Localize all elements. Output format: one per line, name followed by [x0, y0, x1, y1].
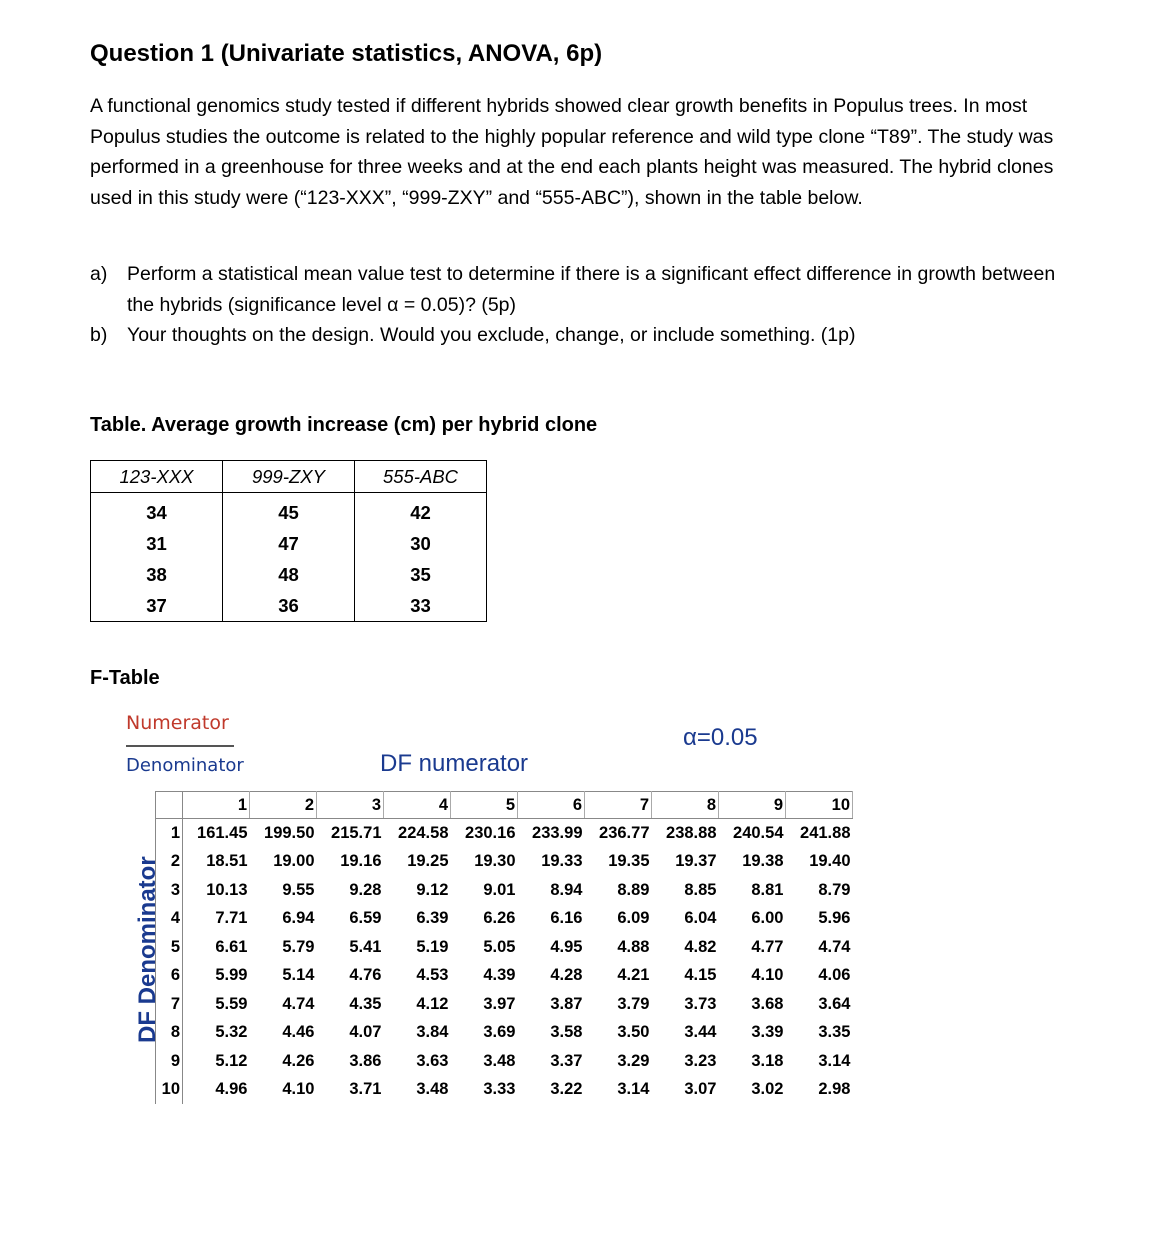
alpha-label: α=0.05 — [683, 724, 758, 751]
f-critical-value: 5.32 — [215, 1023, 248, 1042]
f-critical-value: 4.76 — [349, 966, 382, 985]
table-row — [91, 590, 487, 622]
f-critical-value: 5.12 — [215, 1051, 248, 1070]
f-critical-value: 4.88 — [617, 937, 650, 956]
f-critical-value: 3.71 — [349, 1080, 382, 1099]
f-critical-value: 5.19 — [416, 937, 449, 956]
numerator-label: Numerator — [126, 712, 229, 734]
table-cell: 35 — [355, 559, 487, 590]
df-numerator-header: 5 — [451, 792, 518, 819]
f-critical-value: 7.71 — [215, 909, 248, 928]
f-critical-value: 199.50 — [264, 823, 315, 842]
f-critical-value: 6.61 — [215, 937, 248, 956]
f-critical-value: 3.37 — [550, 1051, 583, 1070]
f-critical-value: 238.88 — [666, 823, 717, 842]
f-critical-value: 4.39 — [483, 966, 516, 985]
task-text: Your thoughts on the design. Would you exclude, change, or include something. (1p) — [127, 324, 856, 346]
f-critical-value: 4.82 — [684, 937, 717, 956]
f-critical-value: 5.41 — [349, 937, 382, 956]
f-critical-value: 4.28 — [550, 966, 583, 985]
table-cell: 42 — [355, 493, 487, 529]
table-cell: 33 — [355, 590, 487, 622]
f-critical-value: 4.06 — [818, 966, 851, 985]
df-denominator-label: DF Denominator — [134, 856, 161, 1043]
df-denominator-header: 6 — [156, 962, 183, 991]
f-critical-value: 4.46 — [282, 1023, 315, 1042]
f-critical-value: 19.25 — [407, 852, 449, 871]
f-critical-value: 4.96 — [215, 1080, 248, 1099]
f-critical-value: 3.33 — [483, 1080, 516, 1099]
df-numerator-header: 8 — [652, 792, 719, 819]
table-cell: 45 — [223, 493, 355, 529]
f-critical-value: 6.04 — [684, 909, 717, 928]
f-critical-value: 19.38 — [742, 852, 784, 871]
f-critical-value: 230.16 — [465, 823, 516, 842]
growth-table — [90, 460, 487, 622]
f-critical-value: 3.35 — [818, 1023, 851, 1042]
df-numerator-header: 1 — [183, 792, 250, 819]
f-critical-value: 19.40 — [809, 852, 851, 871]
task-b — [90, 320, 1075, 351]
f-table-row — [156, 1047, 853, 1076]
f-critical-value: 3.07 — [684, 1080, 717, 1099]
f-critical-value: 8.85 — [684, 880, 717, 899]
f-critical-value: 3.86 — [349, 1051, 382, 1070]
f-critical-value: 18.51 — [206, 852, 248, 871]
task-list — [90, 259, 1075, 351]
df-denominator-header: 7 — [156, 990, 183, 1019]
f-critical-value: 8.81 — [751, 880, 784, 899]
f-critical-value: 4.77 — [751, 937, 784, 956]
f-critical-value: 19.30 — [474, 852, 516, 871]
f-critical-value: 8.94 — [550, 880, 583, 899]
f-critical-value: 3.58 — [550, 1023, 583, 1042]
f-critical-value: 19.33 — [541, 852, 583, 871]
df-numerator-header: 2 — [250, 792, 317, 819]
f-table-corner — [156, 792, 183, 819]
table-cell: 47 — [223, 528, 355, 559]
growth-table-header — [91, 461, 487, 493]
f-critical-value: 4.10 — [751, 966, 784, 985]
f-critical-value: 9.01 — [483, 880, 516, 899]
f-critical-value: 215.71 — [331, 823, 382, 842]
table-cell: 31 — [91, 528, 223, 559]
f-critical-value: 6.00 — [751, 909, 784, 928]
f-critical-value: 2.98 — [818, 1080, 851, 1099]
f-critical-value: 10.13 — [206, 880, 248, 899]
f-critical-value: 4.15 — [684, 966, 717, 985]
f-table-row — [156, 848, 853, 877]
f-critical-value: 3.87 — [550, 994, 583, 1013]
denominator-label: Denominator — [126, 755, 244, 776]
f-critical-value: 3.64 — [818, 994, 851, 1013]
f-critical-value: 224.58 — [398, 823, 449, 842]
f-critical-value: 5.14 — [282, 966, 315, 985]
df-numerator-header: 3 — [317, 792, 384, 819]
f-critical-value: 3.29 — [617, 1051, 650, 1070]
f-critical-value: 3.02 — [751, 1080, 784, 1099]
df-numerator-header: 7 — [585, 792, 652, 819]
f-critical-value: 233.99 — [532, 823, 583, 842]
f-critical-value: 5.59 — [215, 994, 248, 1013]
f-critical-value: 9.28 — [349, 880, 382, 899]
f-table-row — [156, 1076, 853, 1105]
f-critical-value: 161.45 — [197, 823, 248, 842]
f-critical-value: 6.26 — [483, 909, 516, 928]
f-critical-value: 3.84 — [416, 1023, 449, 1042]
f-critical-value: 3.79 — [617, 994, 650, 1013]
table-cell: 30 — [355, 528, 487, 559]
df-denominator-header: 4 — [156, 905, 183, 934]
f-critical-value: 3.18 — [751, 1051, 784, 1070]
f-critical-value: 4.74 — [282, 994, 315, 1013]
f-critical-value: 4.21 — [617, 966, 650, 985]
f-critical-value: 9.12 — [416, 880, 449, 899]
task-text: Perform a statistical mean value test to determine if there is a significant effect difference in growth between the hybrids (significance level α = 0.05)? (5p) — [127, 263, 1056, 316]
f-critical-value: 5.79 — [282, 937, 315, 956]
f-critical-value: 3.23 — [684, 1051, 717, 1070]
table-row — [91, 528, 487, 559]
df-denominator-header: 8 — [156, 1019, 183, 1048]
f-critical-value: 241.88 — [800, 823, 851, 842]
df-denominator-header: 2 — [156, 848, 183, 877]
f-critical-value: 3.22 — [550, 1080, 583, 1099]
f-critical-value: 3.50 — [617, 1023, 650, 1042]
f-table-row — [156, 1019, 853, 1048]
f-table-row — [156, 962, 853, 991]
table-cell: 38 — [91, 559, 223, 590]
column-header: 555-ABC — [355, 461, 487, 493]
f-critical-value: 8.79 — [818, 880, 851, 899]
f-critical-value: 5.96 — [818, 909, 851, 928]
f-table-row — [156, 933, 853, 962]
task-a — [90, 259, 1075, 320]
f-critical-value: 6.09 — [617, 909, 650, 928]
f-critical-value: 5.05 — [483, 937, 516, 956]
f-critical-value: 3.63 — [416, 1051, 449, 1070]
table-cell: 48 — [223, 559, 355, 590]
f-critical-value: 3.69 — [483, 1023, 516, 1042]
df-numerator-header: 10 — [786, 792, 853, 819]
f-critical-value: 4.35 — [349, 994, 382, 1013]
f-critical-value: 6.94 — [282, 909, 315, 928]
f-critical-value: 19.16 — [340, 852, 382, 871]
df-numerator-label: DF numerator — [380, 750, 529, 777]
f-table-row — [156, 990, 853, 1019]
f-critical-value: 6.39 — [416, 909, 449, 928]
f-critical-value: 6.59 — [349, 909, 382, 928]
f-critical-value: 3.68 — [751, 994, 784, 1013]
f-critical-value: 3.14 — [818, 1051, 851, 1070]
df-denominator-header: 3 — [156, 876, 183, 905]
fraction-rule — [126, 745, 234, 747]
f-table-row — [156, 819, 853, 848]
f-critical-value: 3.48 — [483, 1051, 516, 1070]
f-critical-value: 4.07 — [349, 1023, 382, 1042]
f-distribution-table — [155, 791, 853, 1104]
f-critical-value: 236.77 — [599, 823, 650, 842]
table-row — [91, 493, 487, 529]
question-title: Question 1 (Univariate statistics, ANOVA, 6p) — [90, 40, 603, 67]
column-header: 123-XXX — [91, 461, 223, 493]
f-table-row — [156, 876, 853, 905]
f-critical-value: 4.12 — [416, 994, 449, 1013]
f-critical-value: 3.14 — [617, 1080, 650, 1099]
question-intro: A functional genomics study tested if different hybrids showed clear growth benefits in Populus trees. In most Populus studies the outcome is related to the highly popular reference and wild type clone “T89”. The study was performed in a greenhouse for three weeks and at the end each plants height was measured. The hybrid clones used in this study were (“123-XXX”, “999-ZXY” and “555-ABC”), shown in the table below. — [90, 95, 1054, 209]
df-numerator-header: 9 — [719, 792, 786, 819]
f-critical-value: 4.53 — [416, 966, 449, 985]
f-critical-value: 3.39 — [751, 1023, 784, 1042]
df-numerator-header: 6 — [518, 792, 585, 819]
column-header: 999-ZXY — [223, 461, 355, 493]
table-cell: 34 — [91, 493, 223, 529]
df-denominator-header: 10 — [156, 1076, 183, 1105]
f-table-row — [156, 905, 853, 934]
f-critical-value: 4.26 — [282, 1051, 315, 1070]
df-denominator-header: 1 — [156, 819, 183, 848]
f-critical-value: 19.00 — [273, 852, 315, 871]
task-label: b) — [90, 324, 108, 346]
f-critical-value: 19.37 — [675, 852, 717, 871]
f-critical-value: 9.55 — [282, 880, 315, 899]
f-critical-value: 240.54 — [733, 823, 784, 842]
f-critical-value: 6.16 — [550, 909, 583, 928]
table-cell: 37 — [91, 590, 223, 622]
f-table-title: F-Table — [90, 667, 160, 689]
f-critical-value: 19.35 — [608, 852, 650, 871]
f-critical-value: 3.48 — [416, 1080, 449, 1099]
growth-table-caption: Table. Average growth increase (cm) per hybrid clone — [90, 414, 598, 436]
f-critical-value: 4.95 — [550, 937, 583, 956]
table-row — [91, 559, 487, 590]
task-label: a) — [90, 263, 108, 285]
f-critical-value: 3.73 — [684, 994, 717, 1013]
f-critical-value: 3.44 — [684, 1023, 717, 1042]
f-critical-value: 8.89 — [617, 880, 650, 899]
df-denominator-header: 5 — [156, 933, 183, 962]
table-cell: 36 — [223, 590, 355, 622]
f-critical-value: 4.10 — [282, 1080, 315, 1099]
f-critical-value: 5.99 — [215, 966, 248, 985]
f-critical-value: 3.97 — [483, 994, 516, 1013]
f-critical-value: 4.74 — [818, 937, 851, 956]
df-denominator-header: 9 — [156, 1047, 183, 1076]
df-numerator-header: 4 — [384, 792, 451, 819]
f-table-header-row — [156, 792, 853, 819]
